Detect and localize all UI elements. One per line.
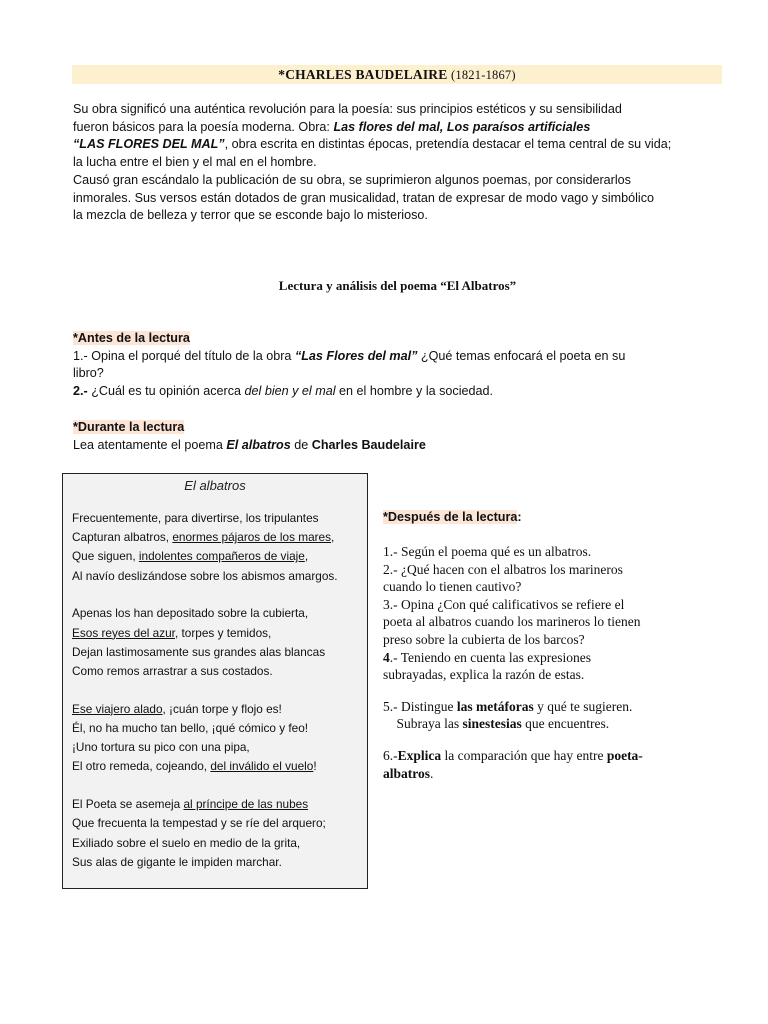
verse-text: , bbox=[304, 549, 309, 564]
antes-heading: *Antes de la lectura bbox=[73, 331, 190, 345]
poem-line: Que frecuenta la tempestad y se ríe del arquero; bbox=[72, 816, 326, 831]
question-1: 1.- Según el poema qué es un albatros. bbox=[383, 544, 592, 559]
intro-line bbox=[73, 119, 733, 137]
question-number: 2.- bbox=[73, 384, 92, 399]
poem-text bbox=[72, 509, 372, 872]
poem-line bbox=[72, 547, 372, 566]
poem-name: El albatros bbox=[226, 437, 291, 452]
spacer bbox=[383, 684, 723, 698]
despues-heading: *Después de la lectura bbox=[383, 510, 518, 524]
question-2 bbox=[73, 383, 733, 401]
verse-text: El Poeta se asemeja bbox=[72, 797, 184, 812]
work-title: “Las Flores del mal” bbox=[294, 348, 418, 363]
durante-instruction bbox=[73, 437, 733, 455]
work-title: “LAS FLORES DEL MAL” bbox=[73, 137, 225, 152]
poem-line: Sus alas de gigante le impiden marchar. bbox=[72, 854, 282, 869]
question-text: que encuentres. bbox=[521, 716, 610, 732]
section-title: Lectura y análisis del poema “El Albatros” bbox=[278, 278, 517, 293]
poem-line bbox=[72, 757, 372, 776]
author-name: *CHARLES BAUDELAIRE bbox=[278, 67, 448, 82]
verse-text: Capturan albatros, bbox=[72, 530, 173, 545]
poem-line: Él, no ha mucho tan bello, ¡qué cómico y feo! bbox=[72, 721, 309, 736]
intro-text: , obra escrita en distintas épocas, pretendía destacar el tema central de su vida; bbox=[224, 137, 672, 152]
intro-line: la mezcla de belleza y terror que se esconde bajo lo misterioso. bbox=[73, 208, 428, 223]
underlined-expression: del inválido el vuelo bbox=[210, 759, 314, 774]
question-keyword: sinestesias bbox=[462, 716, 522, 732]
question-3: 3.- Opina ¿Con qué calificativos se refiere el bbox=[383, 596, 625, 612]
poem-line: ¡Uno tortura su pico con una pipa, bbox=[72, 740, 250, 755]
instruction-text: Lea atentamente el poema bbox=[73, 437, 227, 452]
question-5 bbox=[383, 698, 723, 716]
author-ref: Charles Baudelaire bbox=[311, 437, 426, 452]
question-4 bbox=[383, 649, 723, 667]
question-text: ¿Qué temas enfocará el poeta en su bbox=[417, 348, 626, 363]
instruction-text: de bbox=[290, 437, 312, 452]
poem-line bbox=[72, 624, 372, 643]
despues-section bbox=[383, 508, 723, 782]
underlined-expression: Esos reyes del azur bbox=[72, 625, 175, 640]
question-1 bbox=[73, 348, 733, 366]
intro-paragraph bbox=[73, 101, 733, 225]
question-text: la comparación que hay entre bbox=[441, 747, 607, 763]
intro-line: Causó gran escándalo la publicación de su obra, se suprimieron algunos poemas, por considerarlos bbox=[73, 172, 631, 187]
poem-box bbox=[62, 473, 368, 889]
poem-title: El albatros bbox=[184, 478, 246, 493]
question-number: 6.- bbox=[383, 747, 398, 763]
question-3-cont: poeta al albatros cuando los marineros lo tienen bbox=[383, 614, 641, 630]
question-text: 5.- Distingue bbox=[383, 698, 457, 714]
question-text: 1.- Opina el porqué del título de la obra bbox=[73, 348, 295, 363]
question-text: Subraya las bbox=[383, 716, 463, 732]
question-4-cont: subrayadas, explica la razón de estas. bbox=[383, 667, 585, 683]
poem-line bbox=[72, 700, 372, 719]
poem-line: Frecuentemente, para divertirse, los tripulantes bbox=[72, 511, 319, 525]
intro-line: Su obra significó una auténtica revolución para la poesía: sus principios estéticos y su sensibilidad bbox=[73, 102, 622, 116]
durante-heading: *Durante la lectura bbox=[73, 420, 185, 434]
durante-section bbox=[73, 419, 733, 454]
poem-line: Exiliado sobre el suelo en medio de la grita, bbox=[72, 835, 301, 850]
spacer bbox=[383, 733, 723, 747]
underlined-expression: Ese viajero alado bbox=[72, 701, 163, 716]
heading-colon: : bbox=[517, 510, 522, 524]
poem-line: Dejan lastimosamente sus grandes alas blancas bbox=[72, 644, 326, 659]
question-3-cont: preso sobre la cubierta de los barcos? bbox=[383, 631, 585, 647]
question-5-cont bbox=[383, 715, 723, 733]
question-text: ¿Cuál es tu opinión acerca bbox=[91, 384, 245, 399]
stanza-gap bbox=[72, 777, 372, 796]
verse-text: El otro remeda, cojeando, bbox=[72, 759, 211, 774]
stanza-gap bbox=[72, 681, 372, 700]
question-text: y qué te sugieren. bbox=[533, 698, 633, 714]
verse-text: ! bbox=[313, 759, 317, 774]
question-6-cont bbox=[383, 765, 723, 783]
verse-text: , ¡cuán torpe y flojo es! bbox=[162, 701, 282, 716]
intro-text: fueron básicos para la poesía moderna. Obra: bbox=[73, 119, 334, 134]
poem-line: Apenas los han depositado sobre la cubierta, bbox=[72, 606, 309, 621]
question-emphasis: del bien y el mal bbox=[244, 384, 336, 399]
question-keyword: las metáforas bbox=[456, 698, 534, 714]
question-text: en el hombre y la sociedad. bbox=[335, 384, 494, 399]
underlined-expression: al príncipe de las nubes bbox=[183, 797, 309, 812]
stanza-gap bbox=[72, 586, 372, 605]
question-text: . bbox=[430, 765, 434, 781]
question-text: .- Teniendo en cuenta las expresiones bbox=[389, 649, 591, 665]
works-list: Las flores del mal, Los paraísos artificiales bbox=[333, 119, 591, 134]
poem-line: Al navío deslizándose sobre los abismos amargos. bbox=[72, 568, 338, 583]
intro-line: inmorales. Sus versos están dotados de gran musicalidad, tratan de expresar de modo vago y simbólico bbox=[73, 190, 655, 205]
question-1-cont: libro? bbox=[73, 366, 104, 381]
question-2: 2.- ¿Qué hacen con el albatros los marineros bbox=[383, 561, 623, 577]
question-number: 4 bbox=[383, 649, 390, 665]
question-2-cont: cuando lo tienen cautivo? bbox=[383, 579, 522, 595]
intro-line: la lucha entre el bien y el mal en el hombre. bbox=[73, 155, 317, 170]
author-title-bar bbox=[72, 65, 722, 84]
question-keyword: poeta- bbox=[606, 747, 643, 763]
underlined-expression: indolentes compañeros de viaje bbox=[138, 549, 305, 564]
poem-line bbox=[72, 795, 372, 814]
poem-line: Como remos arrastrar a sus costados. bbox=[72, 664, 273, 679]
question-keyword: Explica bbox=[397, 747, 442, 763]
poem-line bbox=[72, 528, 372, 547]
author-years: (1821-1867) bbox=[451, 68, 516, 82]
question-keyword: albatros bbox=[383, 765, 431, 781]
underlined-expression: enormes pájaros de los mares bbox=[172, 530, 332, 545]
intro-line bbox=[73, 136, 733, 154]
verse-text: Que siguen, bbox=[72, 549, 139, 564]
question-6 bbox=[383, 747, 723, 765]
verse-text: , bbox=[331, 530, 335, 545]
antes-section bbox=[73, 330, 733, 401]
verse-text: , torpes y temidos, bbox=[174, 625, 272, 640]
